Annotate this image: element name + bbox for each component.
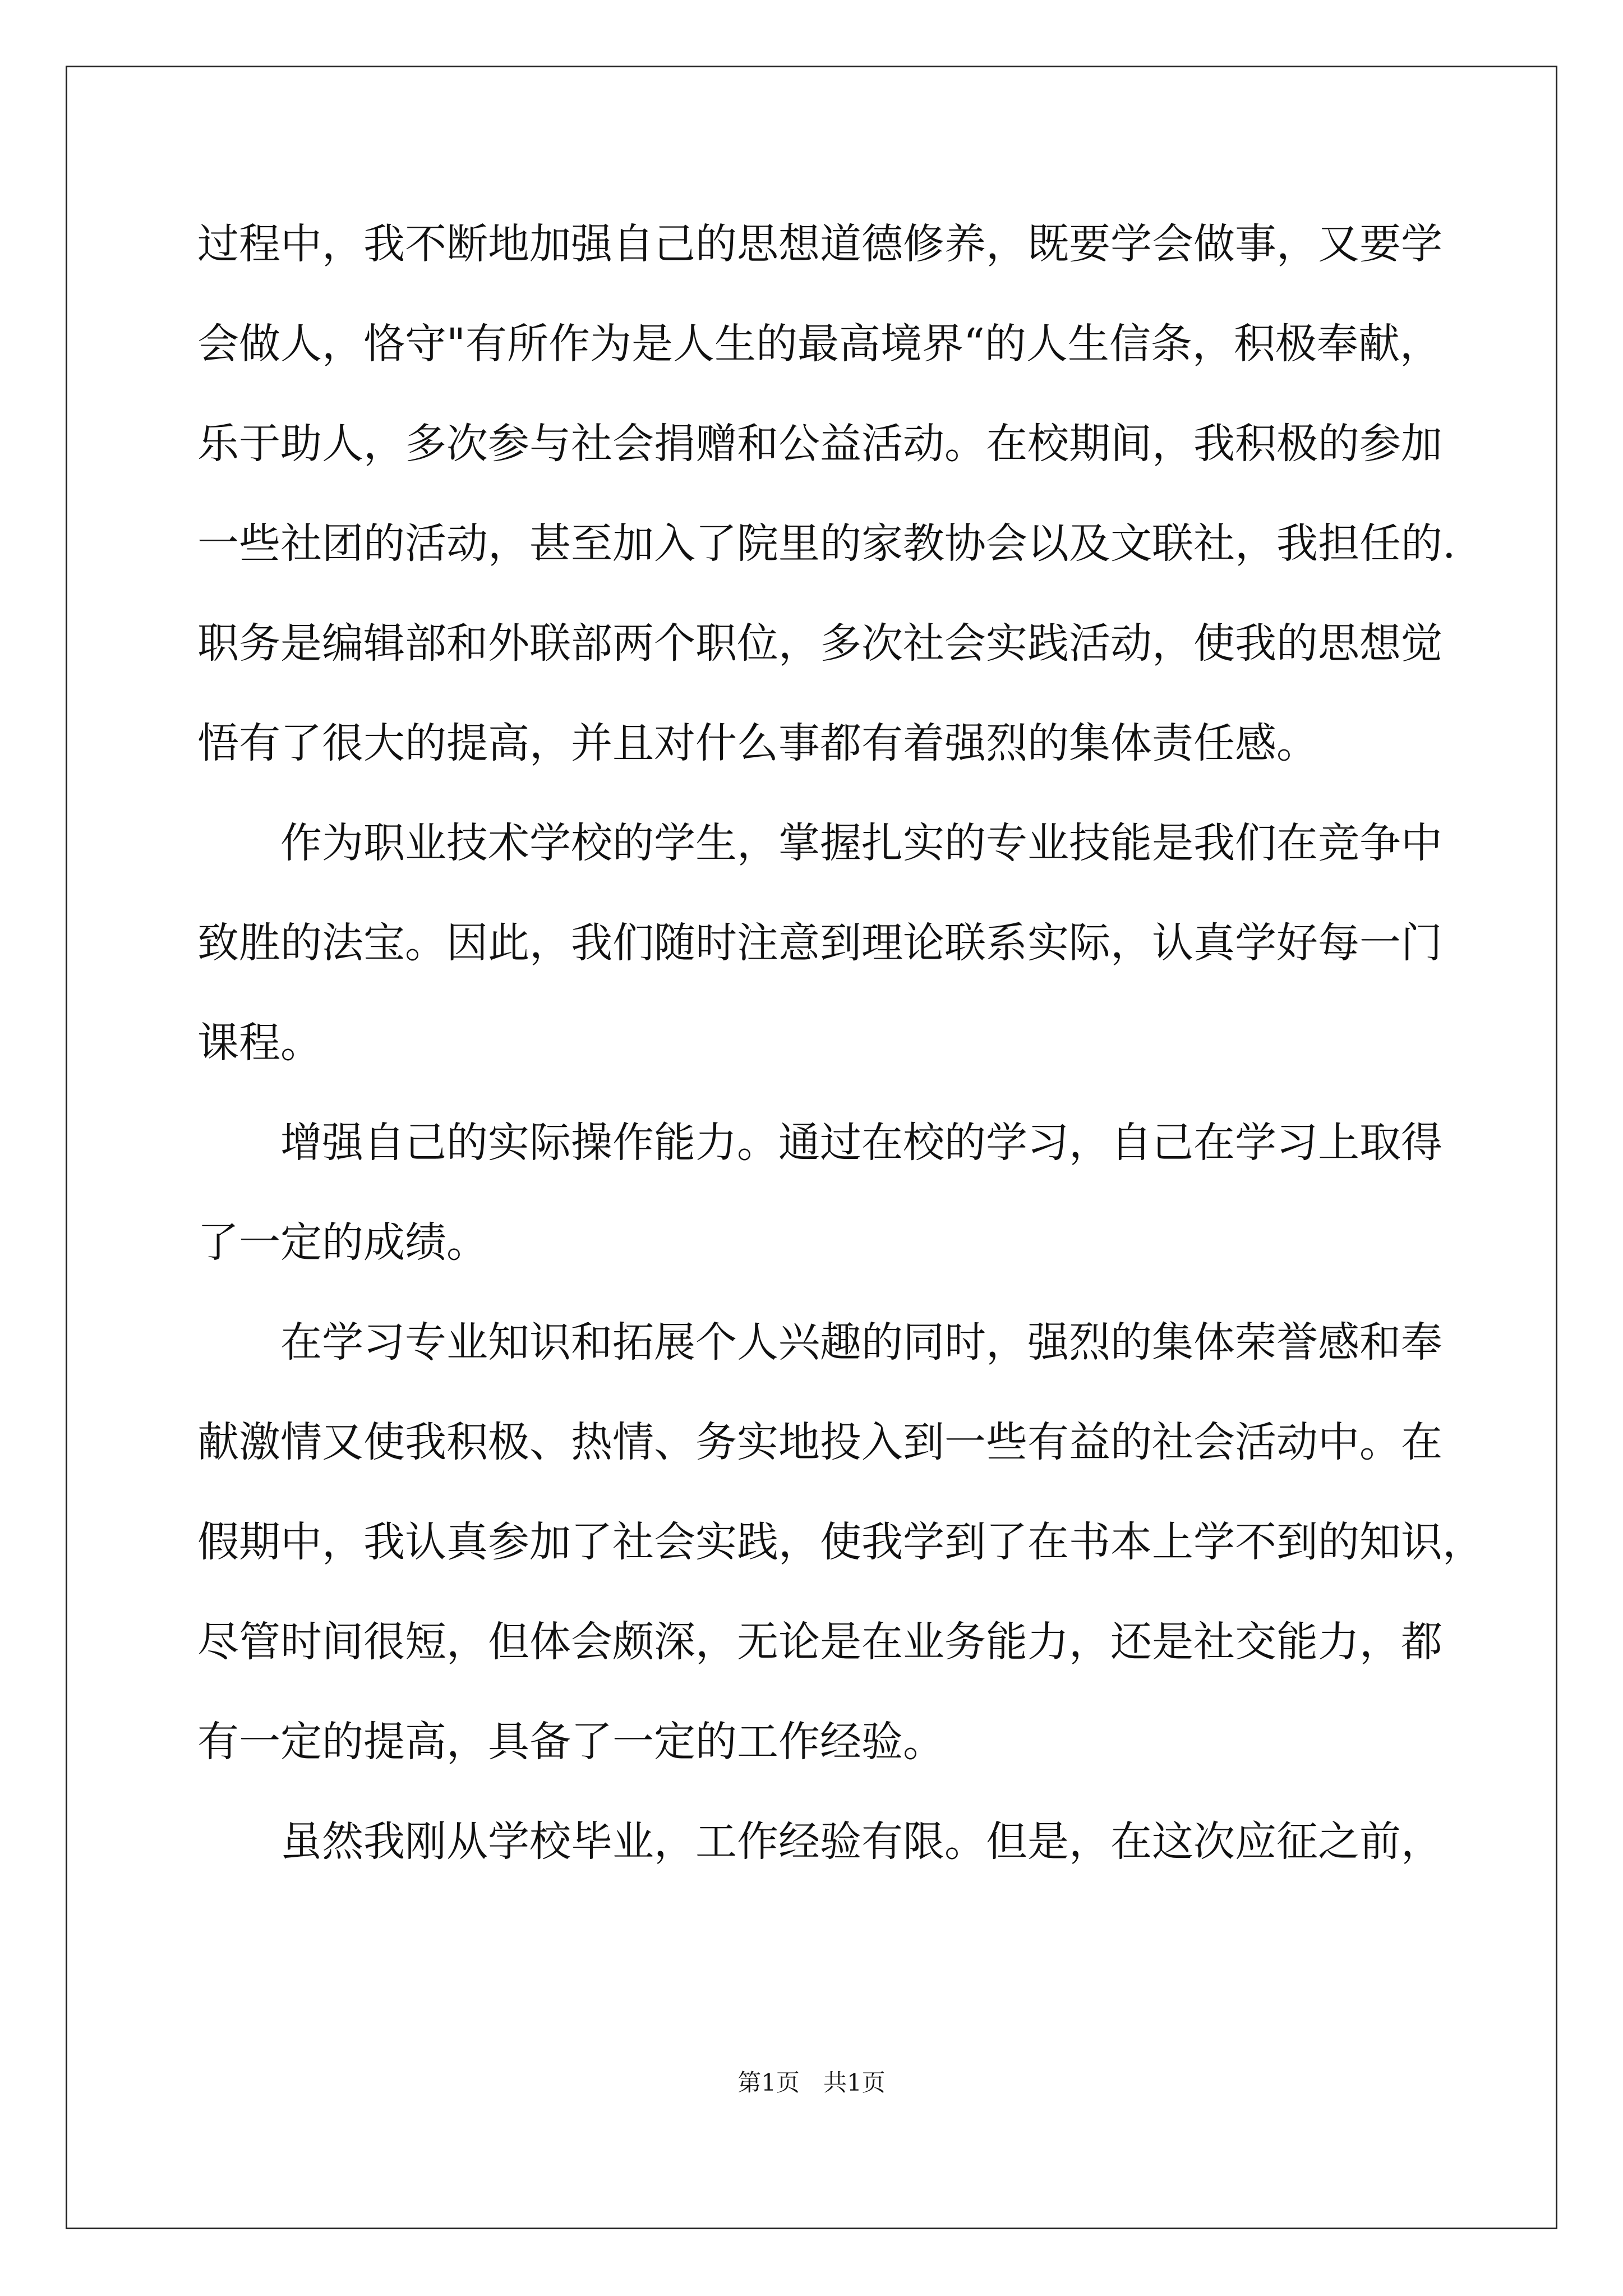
text-line: 尽管时间很短，但体会颇深，无论是在业务能力，还是社交能力，都 <box>197 1618 1442 1666</box>
page-number: 第1页 共1页 <box>737 2069 886 2096</box>
text-line: 在学习专业知识和拓展个人兴趣的同时，强烈的集体荣誉感和奉 <box>197 1318 1442 1366</box>
text-line: 过程中，我不断地加强自己的思想道德修养，既要学会做事，又要学 <box>197 220 1442 268</box>
text-line: 致胜的法宝。因此，我们随时注意到理论联系实际，认真学好每一门 <box>197 919 1442 967</box>
text-line: 作为职业技术学校的学生，掌握扎实的专业技能是我们在竞争中 <box>197 819 1442 867</box>
text-line: 乐于助人，多次参与社会捐赠和公益活动。在校期间，我积极的参加 <box>197 420 1442 468</box>
text-line: 悟有了很大的提高，并且对什么事都有着强烈的集体责任感。 <box>197 719 1318 767</box>
text-line: 了一定的成绩。 <box>197 1218 488 1267</box>
text-line: 职务是编辑部和外联部两个职位，多次社会实践活动，使我的思想觉 <box>197 619 1442 668</box>
text-line: 一些社团的活动，甚至加入了院里的家教协会以及文联社，我担任的. <box>197 519 1456 568</box>
text-line: 增强自己的实际操作能力。通过在校的学习，自己在学习上取得 <box>197 1119 1442 1167</box>
text-line: 课程。 <box>197 1019 322 1067</box>
page-footer <box>0 2066 1623 2100</box>
text-line: 假期中，我认真参加了社会实践，使我学到了在书本上学不到的知识， <box>197 1518 1484 1566</box>
text-line: 献激情又使我积极、热情、务实地投入到一些有益的社会活动中。在 <box>197 1418 1442 1466</box>
text-line: 会做人，恪守"有所作为是人生的最高境界“的人生信条，积极奉献， <box>197 320 1441 368</box>
text-line: 有一定的提高，具备了一定的工作经验。 <box>197 1718 944 1766</box>
text-line: 虽然我刚从学校毕业，工作经验有限。但是，在这次应征之前， <box>197 1818 1442 1866</box>
